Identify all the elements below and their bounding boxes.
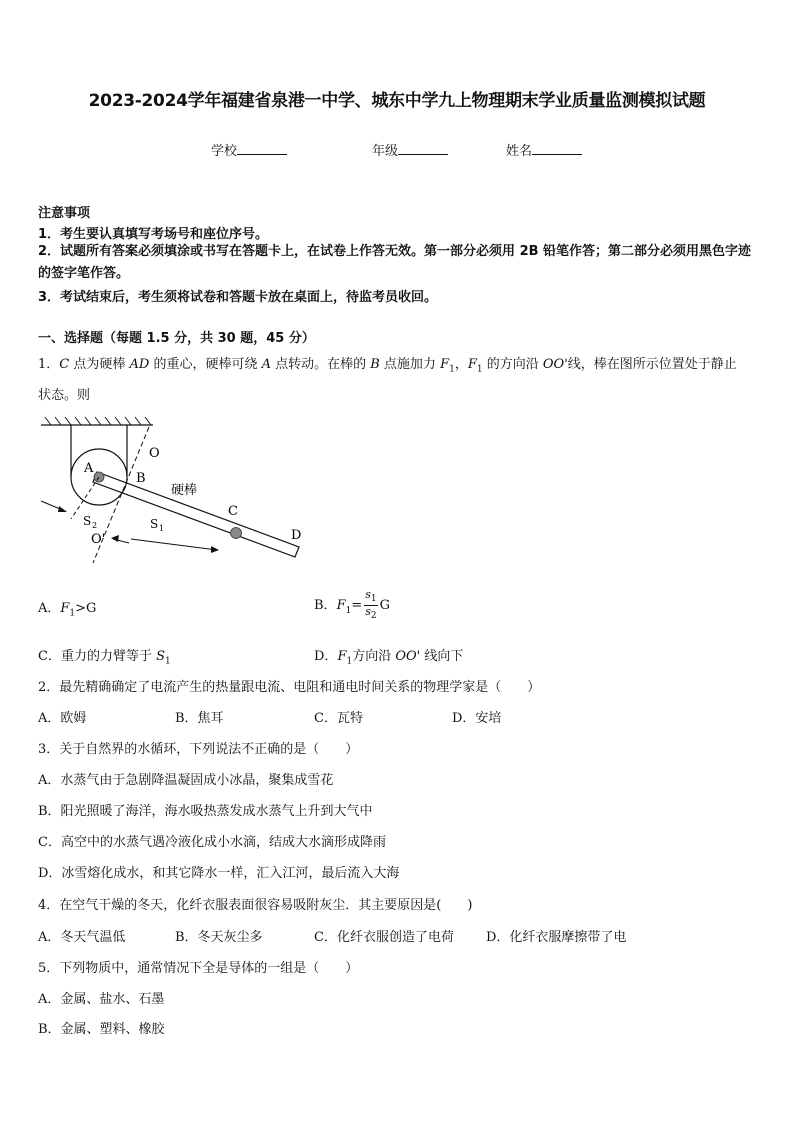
note-item-2: 2．试题所有答案必须填涂或书写在答题卡上，在试卷上作答无效。第一部分必须用 2B 铅笔作答；第二部分必须用黑色字迹的签字笔作答。 bbox=[38, 244, 752, 281]
label-S2: S bbox=[83, 514, 92, 528]
q4-option-B[interactable]: B．冬天灰尘多 bbox=[175, 930, 263, 945]
q2-option-D[interactable]: D．安培 bbox=[452, 711, 502, 726]
o-prime-arrow-head bbox=[111, 535, 119, 542]
q5-option-B[interactable]: B．金属、塑料、橡胶 bbox=[38, 1022, 165, 1037]
lever-figure bbox=[35, 415, 315, 575]
q1-stem: 1．C 点为硬棒 AD 的重心，硬棒可绕 A 点转动。在棒的 B 点施加力 $F_1$，$F_1$ 的方向沿 OO'线，棒在图所示位置处于静止 bbox=[38, 357, 737, 375]
q1-option-B[interactable]: B．$F_1=$ $\frac{s_1}{s_2}$ G bbox=[314, 588, 391, 622]
q1-option-C[interactable]: C．重力的力臂等于 $S_1$ bbox=[38, 649, 171, 667]
name-blank[interactable] bbox=[532, 142, 582, 155]
s1-dimension-line bbox=[131, 539, 217, 550]
center-of-gravity-C bbox=[231, 528, 242, 539]
grade-label: 年级 bbox=[372, 144, 399, 159]
arrow-left-head bbox=[58, 506, 67, 512]
label-S1-sub: 1 bbox=[159, 524, 165, 533]
label-S2-sub: 2 bbox=[92, 521, 98, 530]
school-blank[interactable] bbox=[237, 142, 287, 155]
q4-option-A[interactable]: A．冬天气温低 bbox=[38, 930, 126, 945]
label-D: D bbox=[291, 528, 302, 543]
ceiling-hatch bbox=[45, 417, 151, 425]
q1-option-D[interactable]: D．$F_1$方向沿 OO' 线向下 bbox=[314, 649, 464, 667]
q3-stem: 3．关于自然界的水循环，下列说法不正确的是（ ） bbox=[38, 742, 359, 757]
name-label: 姓名 bbox=[506, 144, 533, 159]
q2-option-C[interactable]: C．瓦特 bbox=[314, 711, 363, 726]
q2-option-A[interactable]: A．欧姆 bbox=[38, 711, 87, 726]
q4-option-D[interactable]: D．化纤衣服摩擦带了电 bbox=[486, 930, 627, 945]
q3-option-C[interactable]: C．高空中的水蒸气遇冷液化成小水滴，结成大水滴形成降雨 bbox=[38, 835, 386, 850]
q2-option-B[interactable]: B．焦耳 bbox=[175, 711, 224, 726]
label-B: B bbox=[136, 471, 146, 486]
grade-blank[interactable] bbox=[398, 142, 448, 155]
arm-s2-line bbox=[71, 477, 99, 519]
school-label: 学校 bbox=[211, 144, 238, 159]
fraction: $\frac{s_1}{s_2}$ bbox=[365, 588, 377, 622]
q1-stem-line2: 状态。则 bbox=[38, 388, 91, 403]
label-A: A bbox=[84, 461, 94, 476]
note-item-3: 3．考试结束后，考生须将试卷和答题卡放在桌面上，待监考员收回。 bbox=[38, 290, 438, 305]
q3-option-D[interactable]: D．冰雪熔化成水，和其它降水一样，汇入江河，最后流入大海 bbox=[38, 866, 400, 881]
q3-option-A[interactable]: A．水蒸气由于急剧降温凝固成小冰晶，聚集成雪花 bbox=[38, 773, 334, 788]
q4-option-C[interactable]: C．化纤衣服创造了电荷 bbox=[314, 930, 454, 945]
label-C: C bbox=[228, 504, 238, 519]
section-heading: 一、选择题（每题 1.5 分，共 30 题，45 分） bbox=[38, 331, 315, 346]
q3-option-B[interactable]: B．阳光照暖了海洋，海水吸热蒸发成水蒸气上升到大气中 bbox=[38, 804, 373, 819]
q1-option-A[interactable]: A．$F_1>G$ bbox=[38, 601, 97, 619]
notes-heading: 注意事项 bbox=[38, 206, 91, 221]
q5-stem: 5．下列物质中，通常情况下全是导体的一组是（ ） bbox=[38, 961, 359, 976]
q5-option-A[interactable]: A．金属、盐水、石墨 bbox=[38, 992, 165, 1007]
q4-stem: 4．在空气干燥的冬天，化纤衣服表面很容易吸附灰尘．其主要原因是( ) bbox=[38, 898, 473, 913]
grade-field bbox=[372, 140, 448, 159]
label-O-prime: O' bbox=[91, 532, 106, 547]
q2-stem: 2．最先精确确定了电流产生的热量跟电流、电阻和通电时间关系的物理学家是（ ） bbox=[38, 680, 541, 695]
school-field bbox=[211, 140, 287, 159]
s1-arrow-head bbox=[211, 546, 219, 553]
label-S1: S bbox=[150, 517, 159, 531]
note-item-1: 1．考生要认真填写考场号和座位序号。 bbox=[38, 227, 269, 242]
rod-label: 硬棒 bbox=[171, 483, 198, 498]
exam-title: 2023-2024学年福建省泉港一中学、城东中学九上物理期末学业质量监测模拟试题 bbox=[88, 91, 706, 111]
label-O: O bbox=[149, 446, 160, 461]
name-field bbox=[506, 140, 582, 159]
